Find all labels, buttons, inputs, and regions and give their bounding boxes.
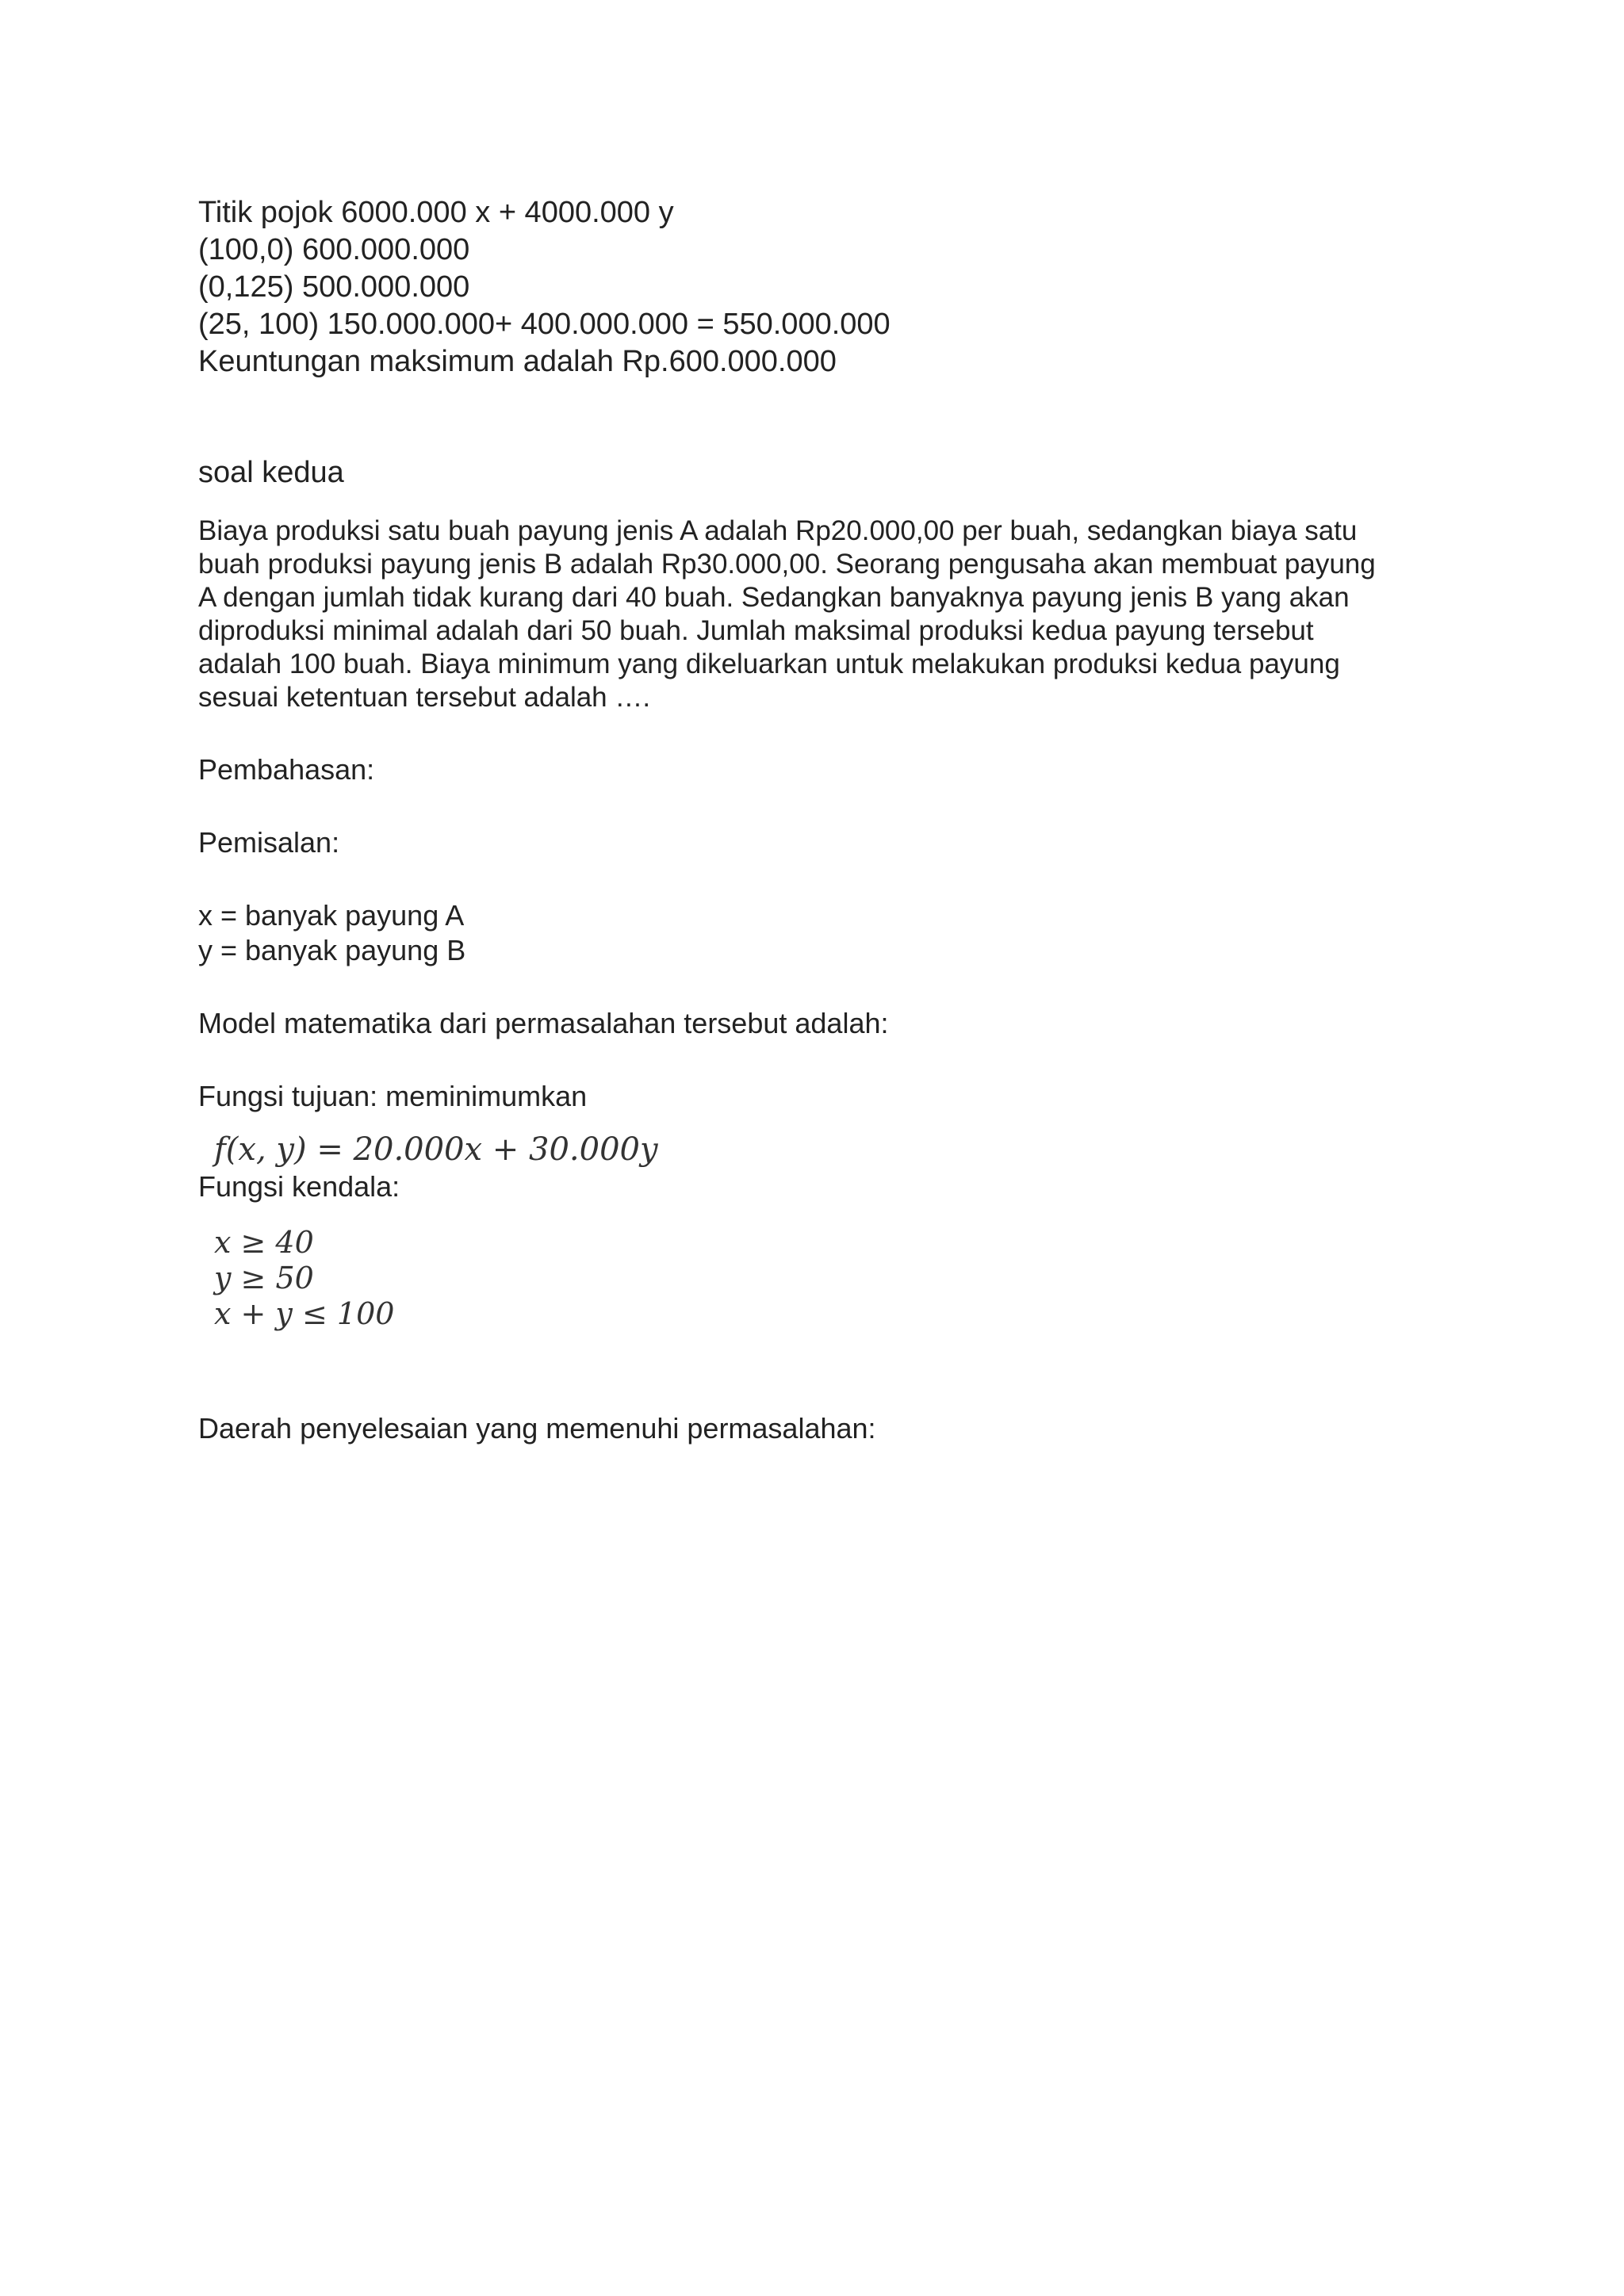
pembahasan-heading: Pembahasan: <box>198 753 375 786</box>
pemisalan-heading: Pemisalan: <box>198 826 340 859</box>
objective-formula: f(x, y) = 20.000x + 30.000y <box>214 1131 658 1168</box>
variable-x: x = banyak payung A <box>198 899 465 932</box>
document-content <box>198 194 1435 1446</box>
spacer <box>198 860 1435 898</box>
constraint-y: y ≥ 50 <box>214 1261 314 1295</box>
constraint-label: Fungsi kendala: <box>198 1170 400 1203</box>
profit-row-3: (25, 100) 150.000.000+ 400.000.000 = 550.000.000 <box>198 308 891 341</box>
spacer <box>198 714 1435 752</box>
profit-conclusion: Keuntungan maksimum adalah Rp.600.000.000 <box>198 345 837 378</box>
constraint-x: x ≥ 40 <box>214 1225 314 1260</box>
constraint-total: x + y ≤ 100 <box>214 1296 395 1331</box>
profit-row-1: (100,0) 600.000.000 <box>198 233 470 266</box>
problem-line-4: diproduksi minimal adalah dari 50 buah. Jumlah maksimal produksi kedua payung tersebut <box>198 615 1314 646</box>
profit-table <box>198 194 1435 381</box>
variable-y: y = banyak payung B <box>198 934 466 966</box>
section-title: soal kedua <box>198 456 344 489</box>
profit-row-2: (0,125) 500.000.000 <box>198 270 470 304</box>
model-intro: Model matematika dari permasalahan tersebut adalah: <box>198 1007 889 1039</box>
constraint-list <box>214 1225 1435 1332</box>
profit-table-header: Titik pojok 6000.000 x + 4000.000 y <box>198 196 674 229</box>
spacer <box>198 1041 1435 1079</box>
spacer <box>198 787 1435 825</box>
problem-line-1: Biaya produksi satu buah payung jenis A adalah Rp20.000,00 per buah, sedangkan biaya satu <box>198 515 1358 546</box>
problem-line-3: A dengan jumlah tidak kurang dari 40 buah. Sedangkan banyaknya payung jenis B yang akan <box>198 582 1350 613</box>
region-label: Daerah penyelesaian yang memenuhi permasalahan: <box>198 1412 876 1445</box>
problem-text <box>198 515 1435 714</box>
spacer <box>198 1332 1435 1411</box>
spacer <box>198 968 1435 1006</box>
variable-definitions <box>198 898 1435 968</box>
problem-line-6: sesuai ketentuan tersebut adalah …. <box>198 682 651 713</box>
problem-line-2: buah produksi payung jenis B adalah Rp30.000,00. Seorang pengusaha akan membuat payung <box>198 549 1376 580</box>
problem-line-5: adalah 100 buah. Biaya minimum yang dikeluarkan untuk melakukan produksi kedua payung <box>198 649 1340 679</box>
objective-label: Fungsi tujuan: meminimumkan <box>198 1080 588 1112</box>
